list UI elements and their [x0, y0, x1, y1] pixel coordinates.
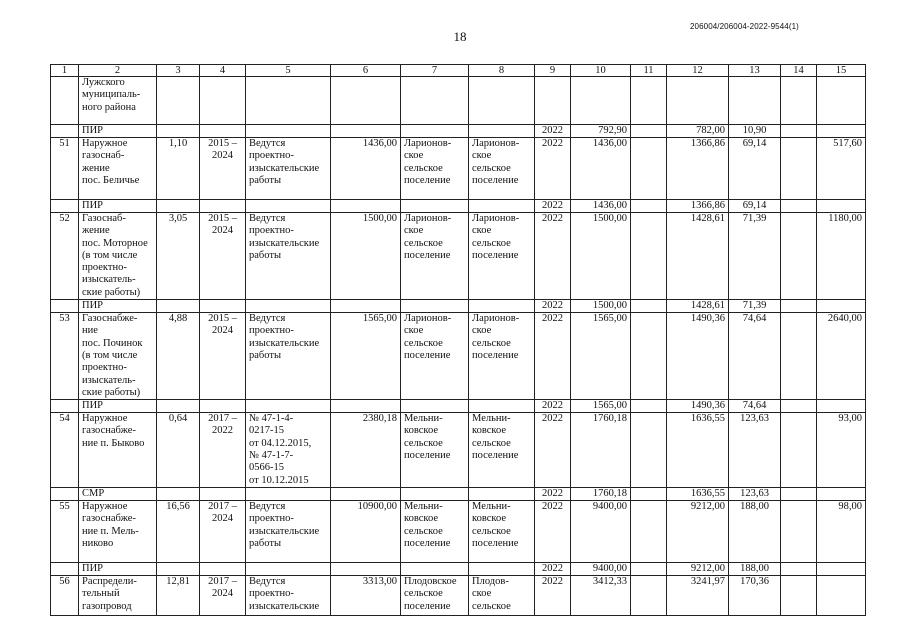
- length-cell: 12,81: [157, 575, 200, 615]
- amount-cell: 3412,33: [571, 575, 631, 615]
- column-number-row: [51, 65, 866, 77]
- settlement-cell: Мельни- ковское сельское поселение: [469, 500, 535, 562]
- cost-cell: 10900,00: [331, 500, 401, 562]
- amount-cell: [631, 313, 667, 400]
- settlement-cell: Ларионов- ское сельское поселение: [469, 213, 535, 300]
- object-row: [51, 313, 866, 400]
- row-number: 56: [51, 575, 79, 615]
- customer-cell: Ларионов- ское сельское поселение: [401, 138, 469, 200]
- object-row: [51, 500, 866, 562]
- period-cell: 2015 – 2024: [200, 138, 246, 200]
- amount-cell: [781, 500, 817, 562]
- object-name: Наружное газоснаб- жение пос. Беличье: [79, 138, 157, 200]
- document-cell: Ведутся проектно- изыскательские работы: [246, 313, 331, 400]
- customer-cell: Мельни- ковское сельское поселение: [401, 500, 469, 562]
- amount-cell: [631, 138, 667, 200]
- amount-cell: 9400,00: [571, 500, 631, 562]
- object-name: Наружное газоснабже- ние п. Быково: [79, 413, 157, 488]
- length-cell: 4,88: [157, 313, 200, 400]
- subtotal-row: [51, 400, 866, 413]
- year-cell: 2022: [535, 400, 571, 413]
- object-name: Распредели- тельный газопровод: [79, 575, 157, 615]
- amount-cell: [631, 213, 667, 300]
- row-number: 54: [51, 413, 79, 488]
- amount-cell: 1490,36: [667, 313, 729, 400]
- col-header: 10: [571, 65, 631, 77]
- col-header: 11: [631, 65, 667, 77]
- document-cell: Ведутся проектно- изыскательские работы: [246, 500, 331, 562]
- page-number: 18: [453, 29, 467, 44]
- document-cell: Ведутся проектно- изыскательские работы: [246, 138, 331, 200]
- amount-cell: 9212,00: [667, 500, 729, 562]
- cost-cell: 2380,18: [331, 413, 401, 488]
- customer-cell: Ларионов- ское сельское поселение: [401, 313, 469, 400]
- amount-cell: 98,00: [817, 500, 866, 562]
- work-type: ПИР: [79, 200, 157, 213]
- object-name: Газоснабже- ние пос. Починок (в том числе проектно- изыскатель- ские работы): [79, 313, 157, 400]
- amount-cell: 1565,00: [571, 400, 631, 413]
- object-row: [51, 138, 866, 200]
- amount-cell: 10,90: [729, 125, 781, 138]
- object-name: Лужского муниципаль- ного района: [79, 77, 157, 125]
- year-cell: 2022: [535, 313, 571, 400]
- subtotal-row: [51, 487, 866, 500]
- year-cell: 2022: [535, 500, 571, 562]
- subtotal-row: [51, 562, 866, 575]
- period-cell: 2017 – 2024: [200, 575, 246, 615]
- amount-cell: 2640,00: [817, 313, 866, 400]
- year-cell: 2022: [535, 487, 571, 500]
- cost-cell: 1436,00: [331, 138, 401, 200]
- year-cell: 2022: [535, 200, 571, 213]
- work-type: СМР: [79, 487, 157, 500]
- col-header: 6: [331, 65, 401, 77]
- continuation-row: [51, 77, 866, 125]
- amount-cell: 1565,00: [571, 313, 631, 400]
- gas-supply-table: [50, 64, 866, 616]
- col-header: 9: [535, 65, 571, 77]
- amount-cell: 782,00: [667, 125, 729, 138]
- document-cell: Ведутся проектно- изыскательские работы: [246, 213, 331, 300]
- year-cell: 2022: [535, 138, 571, 200]
- object-name: Наружное газоснабже- ние п. Мель- никово: [79, 500, 157, 562]
- amount-cell: 1500,00: [571, 213, 631, 300]
- amount-cell: 71,39: [729, 213, 781, 300]
- amount-cell: [781, 213, 817, 300]
- row-number: 53: [51, 313, 79, 400]
- col-header: 7: [401, 65, 469, 77]
- object-row: [51, 575, 866, 615]
- object-row: [51, 213, 866, 300]
- period-cell: 2015 – 2024: [200, 313, 246, 400]
- amount-cell: 74,64: [729, 400, 781, 413]
- settlement-cell: Мельни- ковское сельское поселение: [469, 413, 535, 488]
- col-header: 13: [729, 65, 781, 77]
- subtotal-row: [51, 300, 866, 313]
- period-cell: 2017 – 2024: [200, 500, 246, 562]
- cost-cell: 1500,00: [331, 213, 401, 300]
- amount-cell: 123,63: [729, 487, 781, 500]
- amount-cell: [781, 313, 817, 400]
- amount-cell: 517,60: [817, 138, 866, 200]
- amount-cell: 1436,00: [571, 200, 631, 213]
- amount-cell: 1366,86: [667, 200, 729, 213]
- object-name: Газоснаб- жение пос. Моторное (в том числе проектно- изыскатель- ские работы): [79, 213, 157, 300]
- amount-cell: [817, 575, 866, 615]
- settlement-cell: Плодов- ское сельское: [469, 575, 535, 615]
- amount-cell: 69,14: [729, 200, 781, 213]
- amount-cell: [781, 413, 817, 488]
- work-type: ПИР: [79, 300, 157, 313]
- year-cell: 2022: [535, 575, 571, 615]
- amount-cell: 1760,18: [571, 487, 631, 500]
- amount-cell: 74,64: [729, 313, 781, 400]
- length-cell: 16,56: [157, 500, 200, 562]
- amount-cell: 188,00: [729, 500, 781, 562]
- year-cell: 2022: [535, 300, 571, 313]
- amount-cell: 9212,00: [667, 562, 729, 575]
- amount-cell: 1428,61: [667, 300, 729, 313]
- length-cell: 0,64: [157, 413, 200, 488]
- col-header: 12: [667, 65, 729, 77]
- col-header: 2: [79, 65, 157, 77]
- amount-cell: [781, 575, 817, 615]
- length-cell: 1,10: [157, 138, 200, 200]
- object-row: [51, 413, 866, 488]
- col-header: 14: [781, 65, 817, 77]
- length-cell: 3,05: [157, 213, 200, 300]
- year-cell: 2022: [535, 213, 571, 300]
- settlement-cell: Ларионов- ское сельское поселение: [469, 313, 535, 400]
- amount-cell: [631, 500, 667, 562]
- year-cell: 2022: [535, 125, 571, 138]
- amount-cell: 1490,36: [667, 400, 729, 413]
- amount-cell: 792,90: [571, 125, 631, 138]
- amount-cell: [631, 575, 667, 615]
- document-cell: Ведутся проектно- изыскательские: [246, 575, 331, 615]
- settlement-cell: Ларионов- ское сельское поселение: [469, 138, 535, 200]
- col-header: 4: [200, 65, 246, 77]
- work-type: ПИР: [79, 562, 157, 575]
- row-number: 52: [51, 213, 79, 300]
- amount-cell: 9400,00: [571, 562, 631, 575]
- row-number: 51: [51, 138, 79, 200]
- amount-cell: 1436,00: [571, 138, 631, 200]
- amount-cell: 1500,00: [571, 300, 631, 313]
- year-cell: 2022: [535, 413, 571, 488]
- amount-cell: 1760,18: [571, 413, 631, 488]
- amount-cell: 1636,55: [667, 487, 729, 500]
- amount-cell: 1636,55: [667, 413, 729, 488]
- amount-cell: 71,39: [729, 300, 781, 313]
- amount-cell: [781, 138, 817, 200]
- col-header: 15: [817, 65, 866, 77]
- customer-cell: Плодовское сельское поселение: [401, 575, 469, 615]
- document-id: 206004/206004-2022-9544(1): [690, 22, 799, 31]
- amount-cell: 170,36: [729, 575, 781, 615]
- cost-cell: 1565,00: [331, 313, 401, 400]
- col-header: 5: [246, 65, 331, 77]
- work-type: ПИР: [79, 400, 157, 413]
- amount-cell: 1428,61: [667, 213, 729, 300]
- col-header: 8: [469, 65, 535, 77]
- amount-cell: 123,63: [729, 413, 781, 488]
- amount-cell: 69,14: [729, 138, 781, 200]
- col-header: 1: [51, 65, 79, 77]
- period-cell: 2017 – 2022: [200, 413, 246, 488]
- period-cell: 2015 – 2024: [200, 213, 246, 300]
- customer-cell: Мельни- ковское сельское поселение: [401, 413, 469, 488]
- subtotal-row: [51, 125, 866, 138]
- col-header: 3: [157, 65, 200, 77]
- amount-cell: 3241,97: [667, 575, 729, 615]
- amount-cell: 1366,86: [667, 138, 729, 200]
- amount-cell: 1180,00: [817, 213, 866, 300]
- amount-cell: [631, 413, 667, 488]
- amount-cell: 188,00: [729, 562, 781, 575]
- year-cell: 2022: [535, 562, 571, 575]
- cost-cell: 3313,00: [331, 575, 401, 615]
- customer-cell: Ларионов- ское сельское поселение: [401, 213, 469, 300]
- amount-cell: 93,00: [817, 413, 866, 488]
- work-type: ПИР: [79, 125, 157, 138]
- row-number: 55: [51, 500, 79, 562]
- document-cell: № 47-1-4- 0217-15 от 04.12.2015, № 47-1-7- 0566-15 от 10.12.2015: [246, 413, 331, 488]
- subtotal-row: [51, 200, 866, 213]
